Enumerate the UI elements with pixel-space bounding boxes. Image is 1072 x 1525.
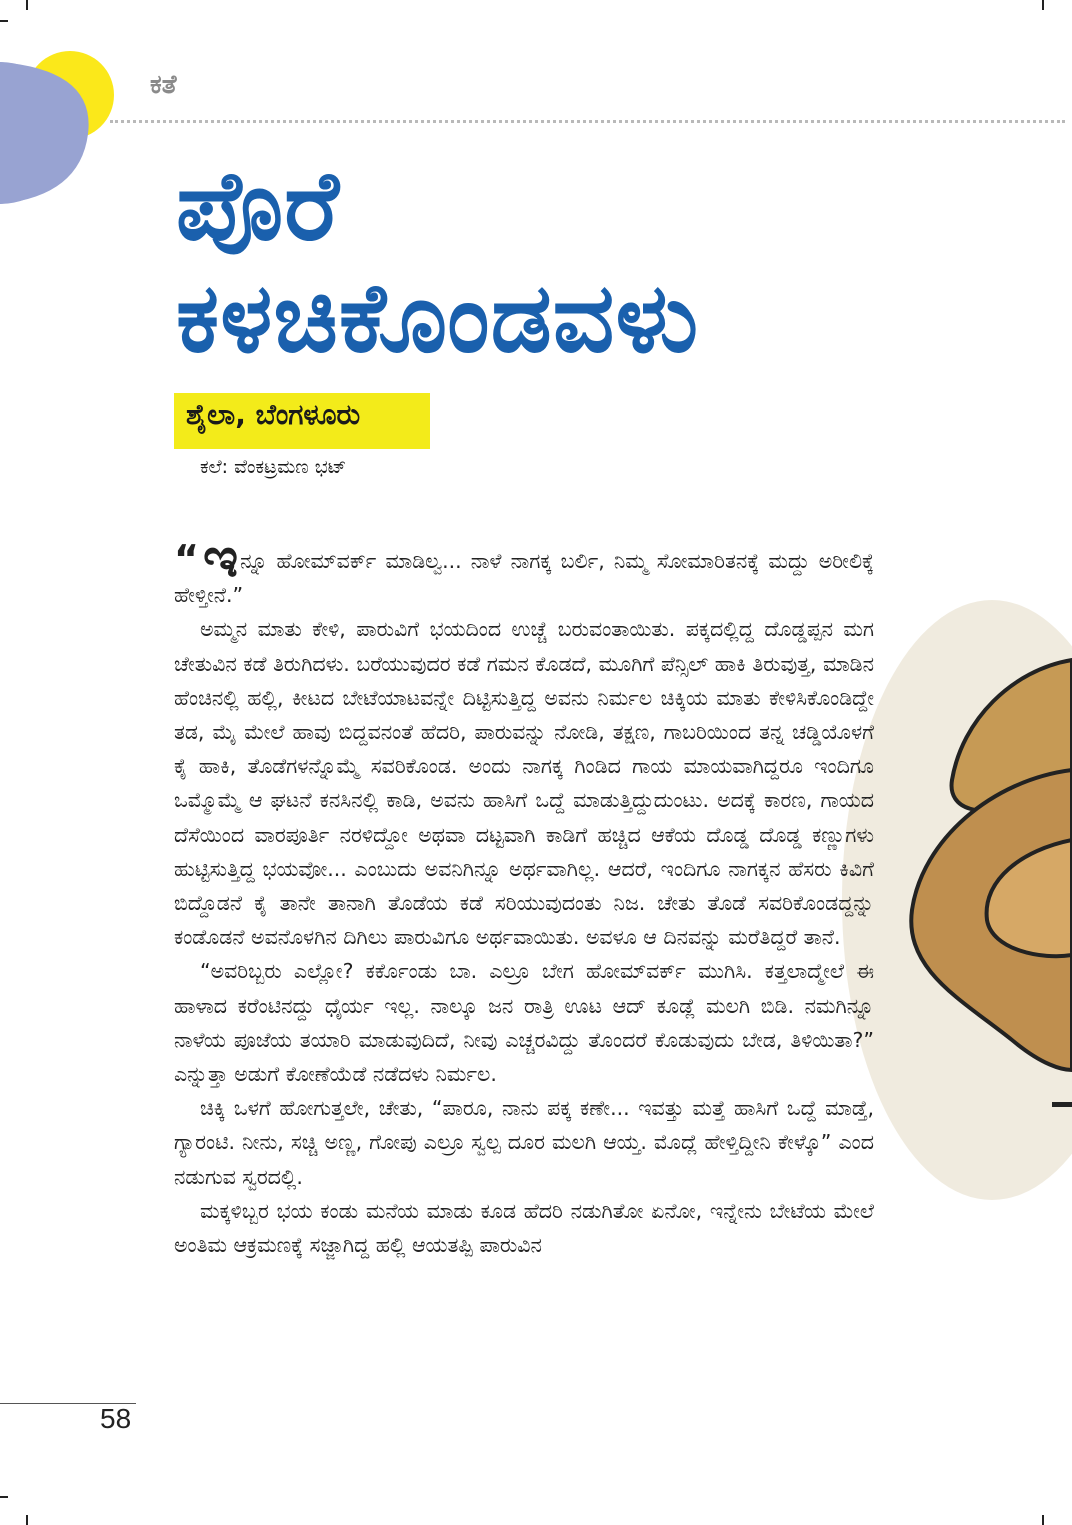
section-label: ಕತೆ (150, 70, 177, 100)
crop-mark (1042, 1515, 1044, 1525)
artist-credit: ಕಲೆ: ವೆಂಕಟ್ರಮಣ ಭಟ್ (200, 456, 347, 478)
story-paragraph: ಮಕ್ಕಳಿಬ್ಬರ ಭಯ ಕಂಡು ಮನೆಯ ಮಾಡು ಕೂಡ ಹೆದರಿ ನಡುಗಿತೋ ಏನೋ, ಇನ್ನೇನು ಬೇಟೆಯ ಮೇಲೆ ಅಂತಿಮ ಆಕ್ರಮಣಕ್ಕೆ ಸಜ್ಜಾಗಿದ್ದ ಹಲ್ಲಿ ಆಯತಪ್ಪಿ ಪಾರುವಿನ (174, 1198, 874, 1258)
illustration-dash (1052, 1102, 1072, 1107)
crop-mark (1042, 0, 1044, 10)
paragraph-text: ನ್ನೂ ಹೋಮ್‌ವರ್ಕ್ ಮಾಡಿಲ್ವ... ನಾಳೆ ನಾಗಕ್ಕ ಬರ್ಲಿ, ನಿಮ್ಮ ಸೋಮಾರಿತನಕ್ಕೆ ಮದ್ದು ಅರೀಲಿಕ್ಕೆ ಹೇಳ್ತೀನೆ.” (174, 549, 874, 608)
story-paragraph: ಅಮ್ಮನ ಮಾತು ಕೇಳಿ, ಪಾರುವಿಗೆ ಭಯದಿಂದ ಉಚ್ಚೆ ಬರುವಂತಾಯಿತು. ಪಕ್ಕದಲ್ಲಿದ್ದ ದೊಡ್ಡಪ್ಪನ ಮಗ ಚೇತುವಿನ ಕಡೆ ತಿರುಗಿದಳು. ಬರೆಯುವುದರ ಕಡೆ ಗಮನ ಕೊಡದೆ, ಮೂಗಿಗೆ ಪೆನ್ಸಿಲ್ ಹಾಕಿ ತಿರುವುತ್ತ, ಮಾಡಿನ ಹೆಂಚಿನಲ್ಲಿ ಹಲ್ಲಿ, ಕೀಟದ ಬೇಟೆಯಾಟವನ್ನೇ ದಿಟ್ಟಿಸುತ್ತಿದ್ದ ಅವನು ನಿರ್ಮಲ ಚಿಕ್ಕಿಯ ಮಾತು ಕೇಳಿಸಿಕೊಂಡಿದ್ದೇ ತಡ, ಮೈ ಮೇಲೆ ಹಾವು ಬಿದ್ದವನಂತೆ ಹೆದರಿ, ಪಾರುವನ್ನು ನೋಡಿ, ತಕ್ಷಣ, ಗಾಬರಿಯಿಂದ ತನ್ನ ಚಡ್ಡಿಯೊಳಗೆ ಕೈ ಹಾಕಿ, ತೊಡೆಗಳನ್ನೊಮ್ಮೆ ಸವರಿಕೊಂಡ. ಅಂದು ನಾಗಕ್ಕ ಗಿಂಡಿದ ಗಾಯ ಮಾಯವಾಗಿದ್ದರೂ ಇಂದಿಗೂ ಒಮ್ಮೊಮ್ಮೆ ಆ ಘಟನೆ ಕನಸಿನಲ್ಲಿ ಕಾಡಿ, ಅವನು ಹಾಸಿಗೆ ಒದ್ದೆ ಮಾಡುತ್ತಿದ್ದುದುಂಟು. ಅದಕ್ಕೆ ಕಾರಣ, ಗಾಯದ ದೆಸೆಯಿಂದ ವಾರಪೂರ್ತಿ ನರಳಿದ್ದೋ ಅಥವಾ ದಟ್ಟವಾಗಿ ಕಾಡಿಗೆ ಹಚ್ಚಿದ ಆಕೆಯ ದೊಡ್ಡ ದೊಡ್ಡ ಕಣ್ಣುಗಳು ಹುಟ್ಟಿಸುತ್ತಿದ್ದ ಭಯವೋ... ಎಂಬುದು ಅವನಿಗಿನ್ನೂ ಅರ್ಥವಾಗಿಲ್ಲ. ಆದರೆ, ಇಂದಿಗೂ ನಾಗಕ್ಕನ ಹೆಸರು ಕಿವಿಗೆ ಬಿದ್ದೊಡನೆ ಕೈ ತಾನೇ ತಾನಾಗಿ ತೊಡೆಯ ಕಡೆ ಸರಿಯುವುದಂತು ನಿಜ. ಚೇತು ತೊಡೆ ಸವರಿಕೊಂಡದ್ದನ್ನು ಕಂಡೊಡನೆ ಅವನೊಳಗಿನ ದಿಗಿಲು ಪಾರುವಿಗೂ ಅರ್ಥವಾಯಿತು. ಅವಳೂ ಆ ದಿನವನ್ನು ಮರೆತಿದ್ದರೆ ತಾನೆ. (174, 617, 874, 950)
dotted-divider (110, 120, 1065, 123)
story-body (174, 526, 874, 1262)
story-title-line-2: ಕಳಚಿಕೊಂಡವಳು (176, 262, 700, 374)
story-paragraph: ಚಿಕ್ಕಿ ಒಳಗೆ ಹೋಗುತ್ತಲೇ, ಚೇತು, “ಪಾರೂ, ನಾನು ಪಕ್ಕ ಕಣೇ... ಇವತ್ತು ಮತ್ತೆ ಹಾಸಿಗೆ ಒದ್ದೆ ಮಾಡ್ತೆ, ಗ್ಯಾರಂಟಿ. ನೀನು, ಸಚ್ಚಿ ಅಣ್ಣ, ಗೋಪು ಎಲ್ರೂ ಸ್ವಲ್ಪ ದೂರ ಮಲಗಿ ಆಯ್ತ. ಮೊದ್ಲೆ ಹೇಳ್ತಿದ್ದೀನಿ ಕೇಳ್ಕೊ” ಎಂದ ನಡುಗುವ ಸ್ವರದಲ್ಲಿ. (174, 1096, 874, 1189)
crop-mark (0, 1496, 8, 1498)
drop-cap: ಇ (202, 526, 239, 589)
opening-quote: “ (174, 537, 199, 581)
crop-mark (26, 1515, 28, 1525)
story-paragraph (174, 526, 874, 612)
story-title (176, 150, 1036, 374)
story-title-line-1: ಪೊರೆ (176, 150, 340, 262)
author-name: ಶೈಲಾ, ಬೆಂಗಳೂರು (186, 398, 361, 431)
page-number: 58 (100, 1403, 132, 1434)
story-paragraph: “ಅವರಿಬ್ಬರು ಎಲ್ಲೋ? ಕರ್ಕೊಂಡು ಬಾ. ಎಲ್ರೂ ಬೇಗ ಹೋಮ್‌ವರ್ಕ್ ಮುಗಿಸಿ. ಕತ್ತಲಾದ್ಮೇಲೆ ಈ ಹಾಳಾದ ಕರೆಂಟಿನದ್ದು ಧೈರ್ಯ ಇಲ್ಲ. ನಾಲ್ಕೂ ಜನ ರಾತ್ರಿ ಊಟ ಆದ್ ಕೂಡ್ಲೆ ಮಲಗಿ ಬಿಡಿ. ನಮಗಿನ್ನೂ ನಾಳೆಯ ಪೂಜೆಯ ತಯಾರಿ ಮಾಡುವುದಿದೆ, ನೀವು ಎಚ್ಚರವಿದ್ದು ತೊಂದರೆ ಕೊಡುವುದು ಬೇಡ, ತಿಳಿಯಿತಾ?” ಎನ್ನುತ್ತಾ ಅಡುಗೆ ಕೋಣೆಯೆಡೆ ನಡೆದಳು ನಿರ್ಮಲ. (174, 959, 874, 1087)
decorative-circles (0, 0, 180, 220)
